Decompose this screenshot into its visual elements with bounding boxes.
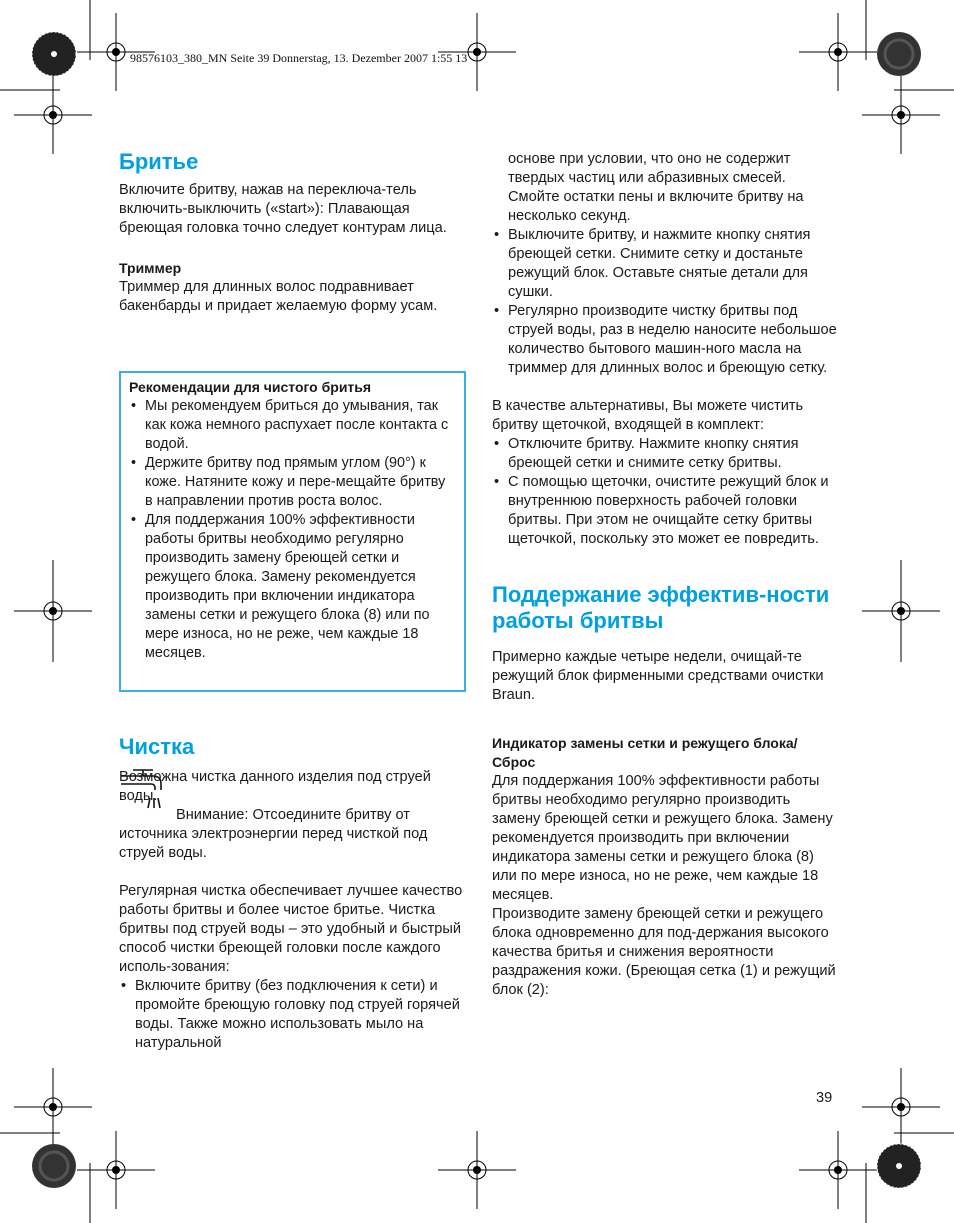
cleaning-warning: Внимание: Отсоедините бритву от источника электроэнергии перед чисткой под струей воды. (119, 807, 428, 861)
faucet-icon (119, 768, 169, 812)
cleaning-title: Чистка (119, 734, 195, 759)
list-item: • С помощью щеточки, очистите режущий блок и внутреннюю поверхность рабочей головки бритвы. При этом не очищайте сетку бритвы щеточкой, поскольку это может ее повредить. (492, 473, 837, 549)
list-item: • Отключите бритву. Нажмите кнопку снятия бреющей сетки и снимите сетку бритвы. (492, 435, 837, 473)
tips-box (119, 371, 466, 692)
indicator-text-2: Производите замену бреющей сетки и режущего блока одновременно для под-держания высокого качества бритья и снижения вероятности раздражения кожи. (Бреющая сетка (1) и режущий блок (2): (492, 906, 836, 998)
left-column (119, 149, 464, 316)
shaving-title: Бритье (119, 149, 199, 174)
list-item: • Регулярно производите чистку бритвы под струей воды, раз в неделю наносите небольшое количество бытового машин-ного масла на триммер для длинных волос и бреющую сетку. (492, 302, 837, 378)
trimmer-text: Триммер для длинных волос подравнивает бакенбарды и придает желаемую форму усам. (119, 279, 438, 314)
list-item: • Выключите бритву, и нажмите кнопку снятия бреющей сетки. Снимите сетку и достаньте режущий блок. Оставьте снятые детали для сушки. (492, 226, 837, 302)
trimmer-title: Триммер (119, 260, 182, 276)
cleaning-text-2: Регулярная чистка обеспечивает лучшее качество работы бритвы и более чистое бритье. Чистка бритвы под струей воды – это удобный и быстрый способ чистки бреющей головки после каждого исполь-зования: (119, 883, 463, 975)
brush-list (492, 435, 837, 549)
page-number: 39 (816, 1090, 833, 1106)
list-item: • Включите бритву (без подключения к сети) и промойте бреющую головку под струей горячей воды. Также можно использовать мыло на натуральной (119, 977, 464, 1053)
maintenance-text: Примерно каждые четыре недели, очищай-те режущий блок фирменными средствами очистки Braun. (492, 649, 824, 703)
list-item: • Держите бритву под прямым углом (90°) к коже. Натяните кожу и пере-мещайте бритву в направлении против роста волос. (129, 454, 456, 511)
tips-title: Рекомендации для чистого бритья (129, 379, 372, 395)
tips-list (129, 397, 456, 663)
cleaning-continued: основе при условии, что оно не содержит твердых частиц или абразивных смесей. Смойте остатки пены и включите бритву на несколько секунд. (508, 151, 804, 224)
print-header: 98576103_380_MN Seite 39 Donnerstag, 13. Dezember 2007 1:55 13 (130, 51, 468, 65)
list-item: • Для поддержания 100% эффективности работы бритвы необходимо регулярно производить замену бреющей сетки и режущего блока. Замену рекомендуется производить при включении индикатора замены сетки и режущего блока (8) или по мере износа, но не реже, чем каждые 18 месяцев. (129, 511, 456, 663)
cleaning-list-2 (492, 226, 837, 378)
cleaning-section (119, 734, 464, 1053)
cleaning-text-1: Возможна чистка данного изделия под струей воды. (119, 769, 431, 804)
cleaning-list (119, 977, 464, 1053)
maintenance-title: Поддержание эффектив-ности работы бритвы (492, 582, 830, 633)
alternative-text: В качестве альтернативы, Вы можете чистить бритву щеточкой, входящей в комплект: (492, 398, 804, 433)
indicator-text-1: Для поддержания 100% эффективности работы бритвы необходимо регулярно производить замену бреющей сетки и режущего блока. Замену рекомендуется производить при включении индикатора замены сетки и режущего блока (8) или по мере износа, но не реже, чем каждые 18 месяцев. (492, 773, 833, 903)
indicator-title: Индикатор замены сетки и режущего блока/Сброс (492, 735, 798, 770)
right-column (492, 150, 837, 1000)
shaving-text: Включите бритву, нажав на переключа-тель включить-выключить («start»): Плавающая бреющая головка точно следует контурам лица. (119, 182, 447, 236)
list-item: • Мы рекомендуем бриться до умывания, так как кожа немного распухает после контакта с водой. (129, 397, 456, 454)
